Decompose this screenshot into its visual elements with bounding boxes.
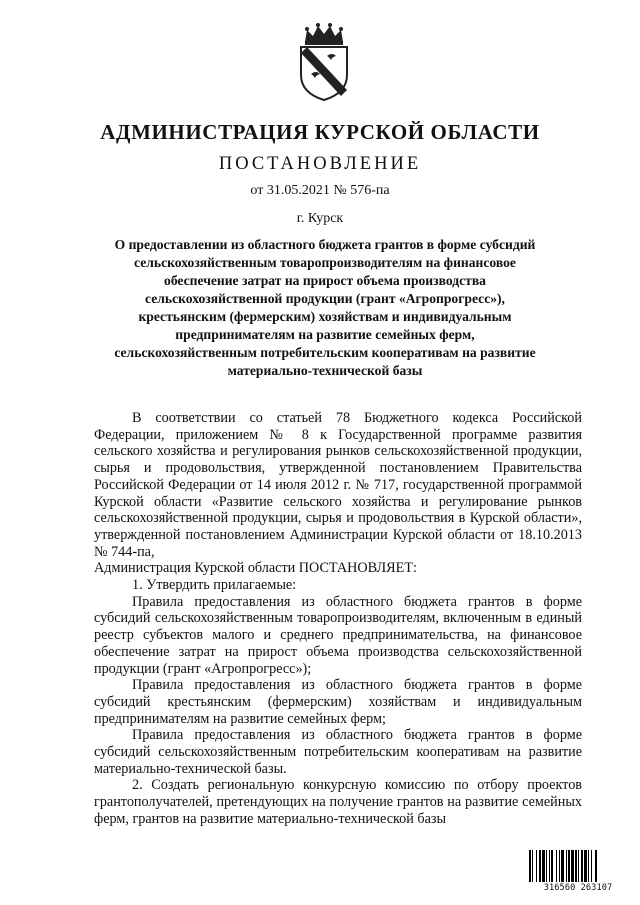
barcode-bar xyxy=(566,850,567,882)
title-line: О предоставлении из областного бюджета грантов в форме субсидий xyxy=(114,237,536,252)
barcode xyxy=(528,850,628,896)
title-line: сельскохозяйственным потребительским кооперативам на развитие xyxy=(114,345,536,360)
barcode-bar xyxy=(591,850,592,882)
barcode-bar xyxy=(556,850,557,882)
barcode-number: 316560 263107 xyxy=(543,883,613,893)
barcode-bar xyxy=(581,850,583,882)
document-type: ПОСТАНОВЛЕНИЕ xyxy=(218,154,422,174)
barcode-bar xyxy=(584,850,587,882)
item-1: 1. Утвердить прилагаемые: xyxy=(132,577,297,594)
barcode-bar xyxy=(568,850,570,882)
barcode-bar xyxy=(546,850,547,882)
barcode-bar xyxy=(559,850,560,882)
date-and-number: от 31.05.2021 № 576-па xyxy=(250,183,390,198)
barcode-bar xyxy=(539,850,541,882)
barcode-bar xyxy=(551,850,553,882)
title-line: обеспечение затрат на прирост объема производства xyxy=(164,273,486,288)
barcode-bar xyxy=(575,850,577,882)
city: г. Курск xyxy=(296,211,344,226)
barcode-bar xyxy=(578,850,579,882)
kursk-coat-of-arms-icon xyxy=(293,20,355,102)
title-line: сельскохозяйственным товаропроизводителям на финансовое xyxy=(134,255,516,270)
rules-paragraph-3: Правила предоставления из областного бюджета грантов в форме субсидий сельскохозяйственным потребительским кооперативам на развитие материально-технической базы. xyxy=(94,727,582,777)
barcode-bar xyxy=(532,850,533,882)
barcode-bar xyxy=(536,850,537,882)
barcode-bar xyxy=(549,850,550,882)
barcode-bar xyxy=(571,850,574,882)
item-2: 2. Создать региональную конкурсную комиссию по отбору проектов грантополучателей, претендующих на получение грантов на развитие семейных ферм, грантов на развитие материально-технической базы xyxy=(94,777,582,827)
title-line: крестьянским (фермерским) хозяйствам и индивидуальным xyxy=(138,309,512,324)
barcode-bar xyxy=(588,850,589,882)
rules-paragraph-1: Правила предоставления из областного бюджета грантов в форме субсидий сельскохозяйственным товаропроизводителям, включенным в единый реестр субъектов малого и среднего предпринимательства, на финансовое обеспечение затрат на прирост объема производства сельскохозяйственной продукции (грант «Агропрогресс»); xyxy=(94,593,582,677)
document-body xyxy=(94,410,582,828)
title-line: предпринимателям на развитие семейных ферм, xyxy=(175,327,475,342)
organization-name: АДМИНИСТРАЦИЯ КУРСКОЙ ОБЛАСТИ xyxy=(100,120,540,144)
rules-paragraph-2: Правила предоставления из областного бюджета грантов в форме субсидий крестьянским (фермерским) хозяйствам и индивидуальным предпринимателям на развитие семейных ферм; xyxy=(94,677,582,727)
barcode-bar xyxy=(561,850,564,882)
barcode-bar xyxy=(595,850,597,882)
document-title xyxy=(95,236,555,380)
barcode-bar xyxy=(529,850,531,882)
preamble-resolution: Администрация Курской области ПОСТАНОВЛЯЕТ: xyxy=(94,560,417,577)
preamble-paragraph: В соответствии со статьей 78 Бюджетного кодекса Российской Федерации, приложением № 8 к Государственной программе развития сельского хозяйства и регулирования рынков сельскохозяйственной продукции, сырья и продовольствия, утвержденной постановлением Правительства Российской Федерации от 14 июля 2012 г. № 717, государственной программой Курской области «Развитие сельского хозяйства и регулирование рынков сельскохозяйственной продукции, сырья и продовольствия в Курской области», утвержденной постановлением Администрации Курской области от 18.10.2013 № 744-па, xyxy=(94,410,582,560)
title-line: материально-технической базы xyxy=(227,363,423,378)
title-line: сельскохозяйственной продукции (грант «Агропрогресс»), xyxy=(145,291,505,306)
barcode-bars xyxy=(528,850,628,882)
barcode-bar xyxy=(542,850,545,882)
